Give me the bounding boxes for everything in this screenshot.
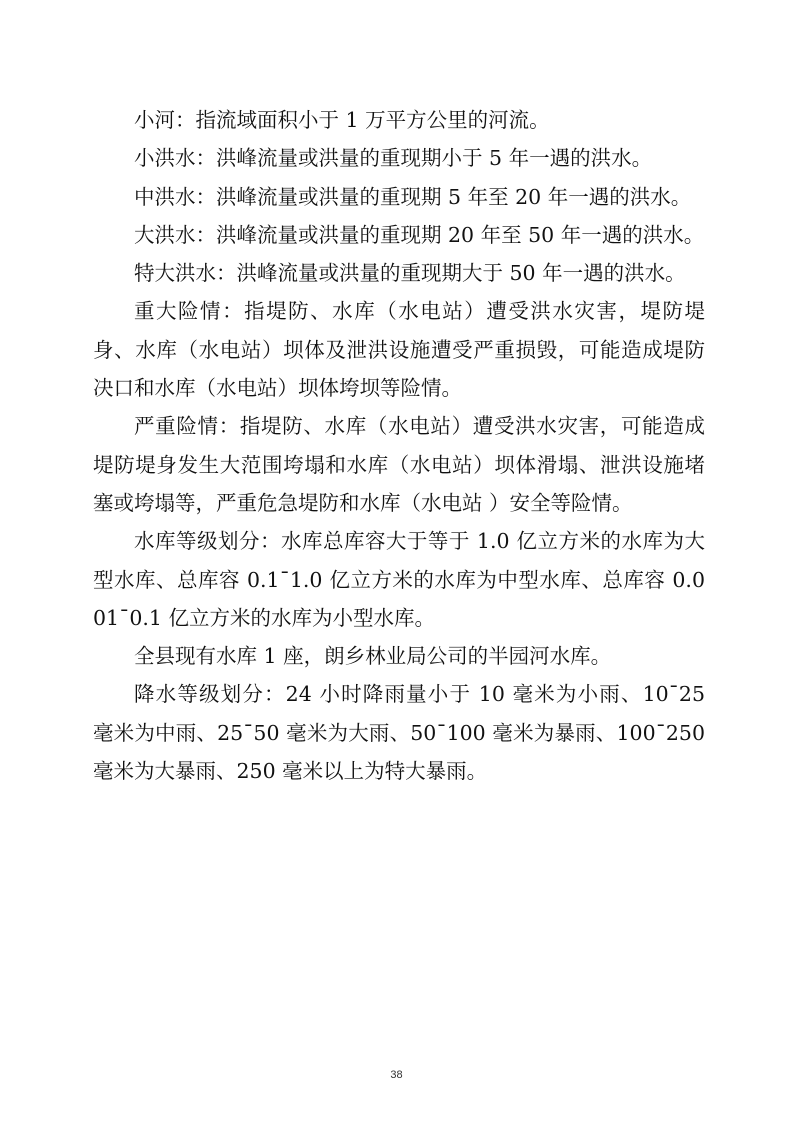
paragraph-extreme-flood: 特大洪水：洪峰流量或洪量的重现期大于 50 年一遇的洪水。 — [134, 261, 686, 286]
paragraph-county-reservoir: 全县现有水库 1 座，朗乡林业局公司的半园河水库。 — [134, 644, 612, 669]
paragraph-small-flood: 小洪水：洪峰流量或洪量的重现期小于 5 年一遇的洪水。 — [134, 146, 653, 171]
paragraph-small-river: 小河：指流域面积小于 1 万平方公里的河流。 — [134, 108, 550, 132]
body-text — [93, 101, 705, 790]
paragraph-medium-flood: 中洪水：洪峰流量或洪量的重现期 5 年至 20 年一遇的洪水。 — [134, 184, 692, 209]
paragraph-precipitation-classification: 降水等级划分：24 小时降雨量小于 10 毫米为小雨、10¯25 毫米为中雨、25¯50 毫米为大雨、50¯100 毫米为暴雨、100¯250 毫米为大暴雨、250 毫米以上为特大暴雨。 — [93, 682, 705, 784]
page-number: 38 — [390, 1069, 403, 1081]
paragraph-reservoir-classification: 水库等级划分：水库总库容大于等于 1.0 亿立方米的水库为大型水库、总库容 0.1¯1.0 亿立方米的水库为中型水库、总库容 0.001¯0.1 亿立方米的水库为小型水库。 — [93, 529, 705, 630]
paragraph-major-danger: 重大险情：指堤防、水库（水电站）遭受洪水灾害，堤防堤身、水库（水电站）坝体及泄洪设施遭受严重损毁，可能造成堤防决口和水库（水电站）坝体垮坝等险情。 — [93, 299, 705, 401]
paragraph-serious-danger: 严重险情：指堤防、水库（水电站）遭受洪水灾害，可能造成堤防堤身发生大范围垮塌和水库（水电站）坝体滑塌、泄洪设施堵塞或垮塌等，严重危急堤防和水库（水电站 ）安全等险情。 — [93, 414, 705, 515]
paragraph-large-flood: 大洪水：洪峰流量或洪量的重现期 20 年至 50 年一遇的洪水。 — [134, 222, 705, 247]
